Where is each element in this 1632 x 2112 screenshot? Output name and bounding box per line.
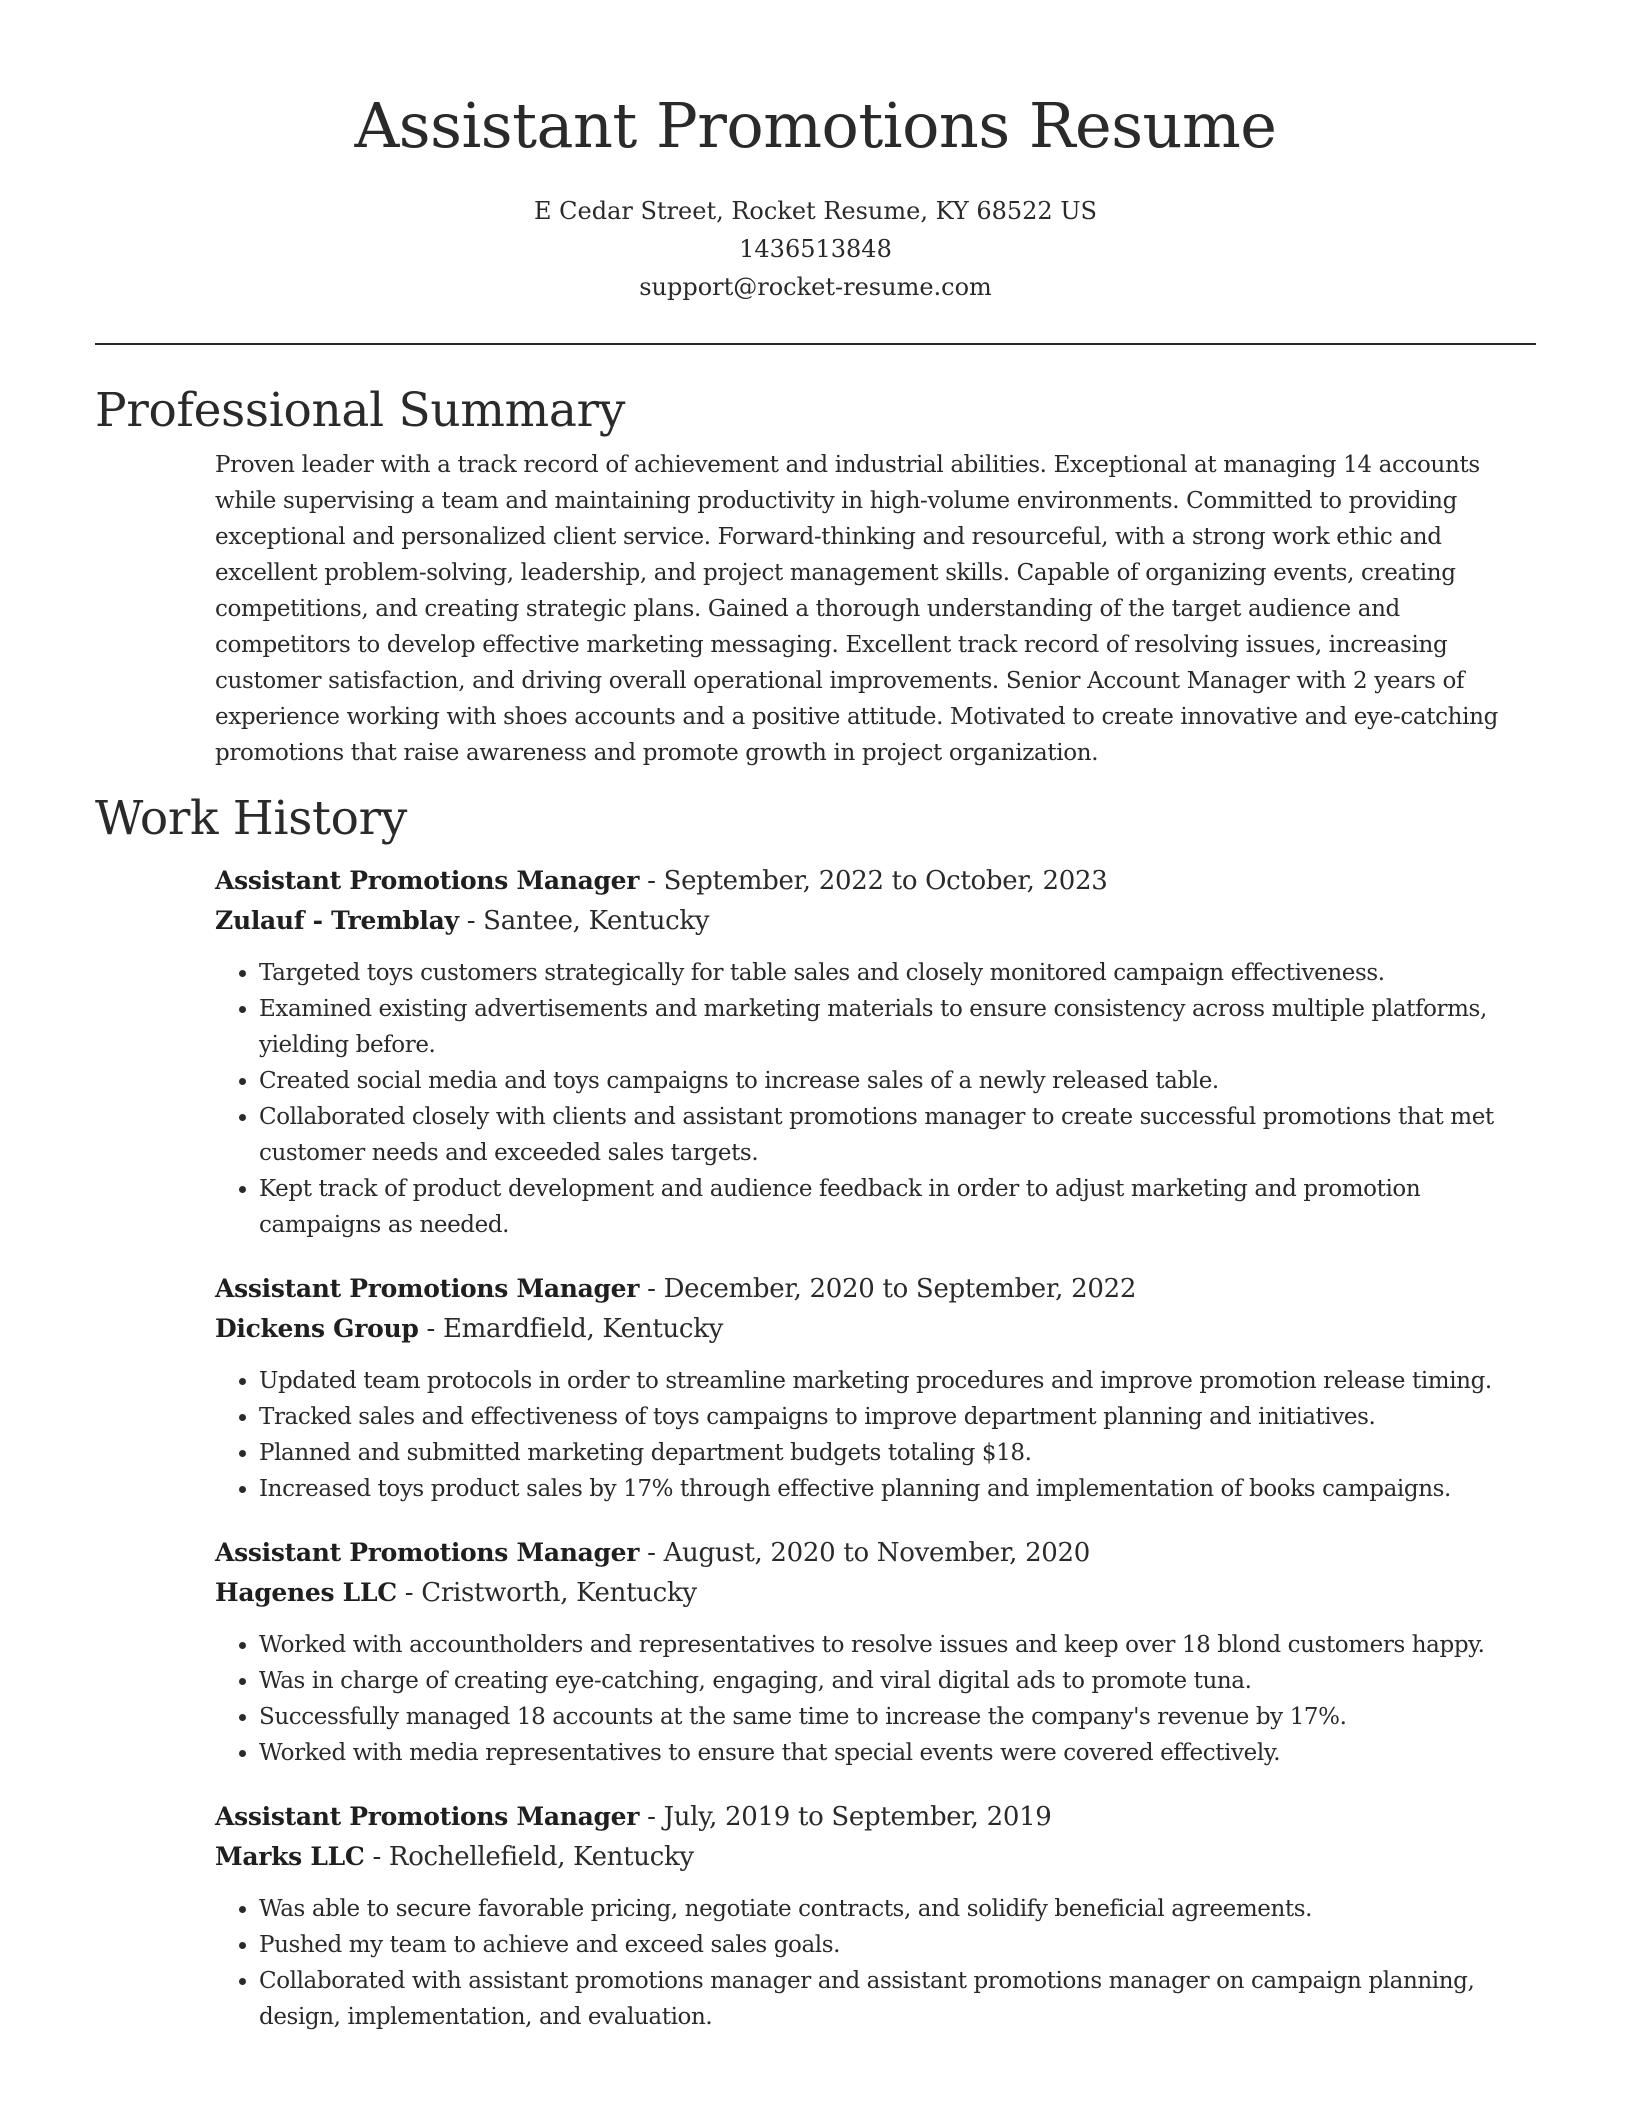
work-history-list	[215, 861, 1536, 2035]
summary-text: Proven leader with a track record of achievement and industrial abilities. Exceptional at managing 14 accounts while supervising a team and maintaining productivity in high-volume environments. Committed to providing exceptional and personalized client service. Forward-thinking and resourceful, with a strong work ethic and excellent problem-solving, leadership, and project management skills. Capable of organizing events, creating competitions, and creating strategic plans. Gained a thorough understanding of the target audience and competitors to develop effective marketing messaging. Excellent track record of resolving issues, increasing customer satisfaction, and driving overall operational improvements. Senior Account Manager with 2 years of experience working with shoes accounts and a positive attitude. Motivated to create innovative and eye-catching promotions that raise awareness and promote growth in project organization.	[215, 452, 1498, 766]
header-divider	[95, 343, 1536, 345]
work-history-heading: Work History	[95, 791, 408, 846]
contact-address: E Cedar Street, Rocket Resume, KY 68522 US	[533, 197, 1097, 225]
job-entry-4	[215, 1797, 1536, 2035]
job-company: Hagenes LLC	[215, 1578, 397, 1607]
job-title-line	[215, 861, 1536, 901]
job-title: Assistant Promotions Manager	[215, 1538, 640, 1567]
job-company-line	[215, 1309, 1536, 1349]
job-company: Zulauf - Tremblay	[215, 906, 459, 935]
list-item: • Worked with accountholders and representatives to resolve issues and keep over 18 blond customers happy.	[259, 1627, 1536, 1663]
job-title: Assistant Promotions Manager	[215, 866, 640, 895]
job-entry-2	[215, 1269, 1536, 1507]
resume-title: Assistant Promotions Resume	[354, 89, 1277, 162]
job-title: Assistant Promotions Manager	[215, 1802, 640, 1831]
job-company: Marks LLC	[215, 1842, 365, 1871]
list-item: • Collaborated closely with clients and assistant promotions manager to create successful promotions that met customer needs and exceeded sales targets.	[259, 1099, 1536, 1171]
list-item: • Increased toys product sales by 17% through effective planning and implementation of books campaigns.	[259, 1471, 1536, 1507]
list-item: • Worked with media representatives to ensure that special events were covered effectively.	[259, 1735, 1536, 1771]
job-dates: - September, 2022 to October, 2023	[639, 866, 1108, 896]
job-bullets	[215, 955, 1536, 1243]
job-entry-1	[215, 861, 1536, 1243]
job-dates: - December, 2020 to September, 2022	[639, 1274, 1137, 1304]
job-location: - Cristworth, Kentucky	[396, 1578, 697, 1608]
job-entry-3	[215, 1533, 1536, 1771]
list-item: • Created social media and toys campaigns to increase sales of a newly released table.	[259, 1063, 1536, 1099]
job-company: Dickens Group	[215, 1314, 419, 1343]
job-location: - Rochellefield, Kentucky	[364, 1842, 694, 1872]
list-item: • Pushed my team to achieve and exceed sales goals.	[259, 1927, 1536, 1963]
list-item: • Was in charge of creating eye-catching, engaging, and viral digital ads to promote tuna.	[259, 1663, 1536, 1699]
job-title-line	[215, 1533, 1536, 1573]
job-title: Assistant Promotions Manager	[215, 1274, 640, 1303]
job-company-line	[215, 1837, 1536, 1877]
job-title-line	[215, 1269, 1536, 1309]
contact-block	[95, 192, 1536, 306]
resume-page	[95, 0, 1536, 2035]
job-bullets	[215, 1627, 1536, 1771]
summary-heading: Professional Summary	[95, 383, 626, 438]
list-item: • Tracked sales and effectiveness of toys campaigns to improve department planning and initiatives.	[259, 1399, 1536, 1435]
job-title-line	[215, 1797, 1536, 1837]
list-item: • Updated team protocols in order to streamline marketing procedures and improve promotion release timing.	[259, 1363, 1536, 1399]
job-dates: - August, 2020 to November, 2020	[639, 1538, 1091, 1568]
job-location: - Santee, Kentucky	[458, 906, 710, 936]
job-bullets	[215, 1891, 1536, 2035]
list-item: • Targeted toys customers strategically for table sales and closely monitored campaign effectiveness.	[259, 955, 1536, 991]
list-item: • Examined existing advertisements and marketing materials to ensure consistency across multiple platforms, yielding before.	[259, 991, 1536, 1063]
job-dates: - July, 2019 to September, 2019	[639, 1802, 1052, 1832]
list-item: • Kept track of product development and audience feedback in order to adjust marketing and promotion campaigns as needed.	[259, 1171, 1536, 1243]
job-company-line	[215, 1573, 1536, 1613]
job-company-line	[215, 901, 1536, 941]
list-item: • Planned and submitted marketing department budgets totaling $18.	[259, 1435, 1536, 1471]
list-item: • Was able to secure favorable pricing, negotiate contracts, and solidify beneficial agreements.	[259, 1891, 1536, 1927]
contact-phone: 1436513848	[739, 235, 892, 263]
list-item: • Successfully managed 18 accounts at the same time to increase the company's revenue by 17%.	[259, 1699, 1536, 1735]
job-location: - Emardfield, Kentucky	[418, 1314, 724, 1344]
job-bullets	[215, 1363, 1536, 1507]
contact-email: support@rocket-resume.com	[639, 273, 992, 301]
list-item: • Collaborated with assistant promotions manager and assistant promotions manager on campaign planning, design, implementation, and evaluation.	[259, 1963, 1536, 2035]
